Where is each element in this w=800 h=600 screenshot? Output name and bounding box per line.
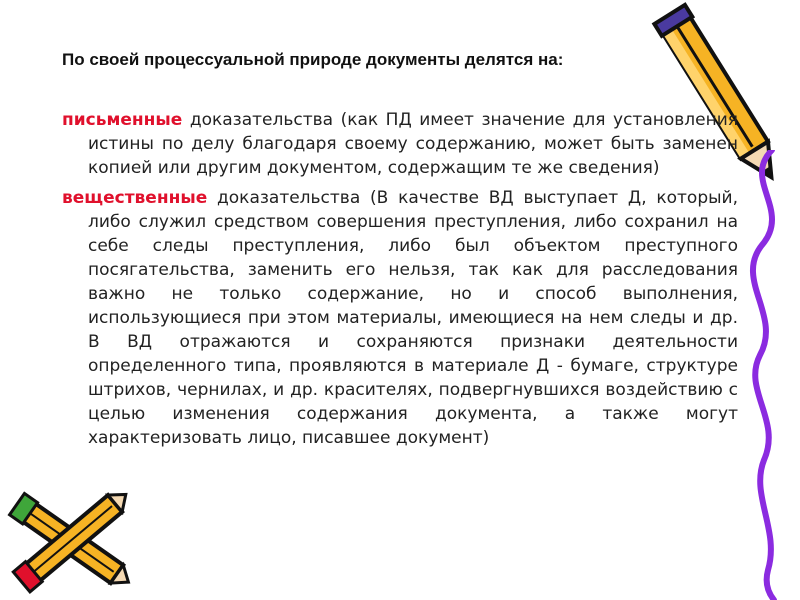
paragraph-text: доказательства (как ПД имеет значение для установления истины по делу благодаря своему содержанию, может быть заменен копией или другим документом, содержащим те же сведения) [88, 110, 738, 178]
paragraph-written-evidence [62, 108, 738, 180]
page-title: По своей процессуальной природе документы делятся на: [62, 50, 564, 69]
paragraph-physical-evidence [62, 186, 738, 450]
content-body [62, 108, 738, 456]
term-written: письменные [62, 110, 183, 130]
paragraph-text: доказательства (В качестве ВД выступает Д, который, либо служил средством совершения преступления, либо сохранил на себе следы преступления, либо был объектом преступного посягательства, заменить его нельзя, так как для расследования важно не только содержание, но и способ выполнения, использующиеся при этом материалы, имеющиеся на нем следы и др. В ВД отражаются и сохраняются признаки деятельности определенного типа, проявляются в материале Д - бумаге, структуре штрихов, чернилах, и др. красителях, подвергнувшихся воздействию с целью изменения содержания документа, а также могут характеризовать лицо, писавшее документ) [88, 188, 739, 448]
term-physical: вещественные [62, 188, 208, 208]
pencil-icon [0, 480, 140, 600]
